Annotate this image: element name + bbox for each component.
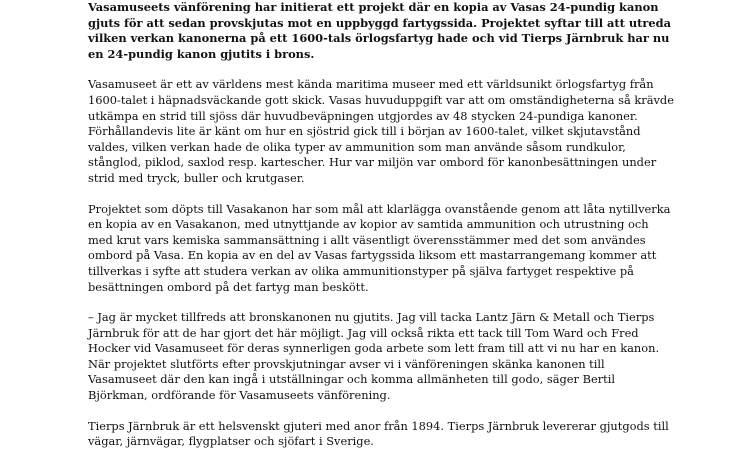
body-paragraph-project: Projektet som döpts till Vasakanon har som mål att klarlägga ovanstående genom att låta nytillverka en kopia av en Vasakanon, med utnyttjande av kopior av samtida ammunition och utrustning och med krut vars kemiska sammansättning i allt väsentligt överensstämmer med det som användes ombord på Vasa. En kopia av en del av Vasas fartygssida liksom ett mastarrangemang kommer att tillverkas i syfte att studera verkan av olika ammunitionstyper på själva fartyget respektive på besättningen ombord på det fartyg man beskött. <box>88 201 671 294</box>
lead-paragraph: Vasamuseets vänförening har initierat ett projekt där en kopia av Vasas 24-pundig kanon gjuts för att sedan provskjutas mot en uppbyggd fartygssida. Projektet syftar till att utreda vilken verkan kanonerna på ett 1600-tals örlogsfartyg hade och vid Tierps Järnbruk har nu en 24-pundig kanon gjutits i brons. <box>88 0 671 61</box>
body-paragraph-quote: – Jag är mycket tillfreds att bronskanonen nu gjutits. Jag vill tacka Lantz Järn & Metall och Tierps Järnbruk för att de har gjort det här möjligt. Jag vill också rikta ett tack till Tom Ward och Fred Hocker vid Vasamuseet för deras synnerligen goda arbete som lett fram till att vi nu har en kanon. När projektet slutförts efter provskjutningar avser vi i vänföreningen skänka kanonen till Vasamuseet där den kan ingå i utställningar och komma allmänheten till godo, säger Bertil Björkman, ordförande för Vasamuseets vänförening. <box>88 310 660 403</box>
paragraph-spacer <box>88 295 674 310</box>
paragraph-spacer <box>88 404 674 419</box>
paragraph-spacer <box>88 187 674 202</box>
body-paragraph-foundry: Tierps Järnbruk är ett helsvenskt gjuteri med anor från 1894. Tierps Järnbruk levererar gjutgods till vägar, järnvägar, flygplatser och sjöfart i Sverige. <box>88 418 669 449</box>
paragraph-spacer <box>88 62 674 77</box>
press-release-body <box>88 0 674 450</box>
body-paragraph-museum: Vasamuseet är ett av världens mest kända maritima museer med ett världsunikt örlogsfartyg från 1600-talet i häpnadsväckande gott skick. Vasas huvuduppgift var att om omständigheterna så krävde utkämpa en strid till sjöss där huvudbeväpningen utgjordes av 48 stycken 24-pundiga kanoner. Förhållandevis lite är känt om hur en sjöstrid gick till i början av 1600-talet, vilket skjutavstånd valdes, vilken verkan hade de olika typer av ammunition som man använde såsom rundkulor, stånglod, piklod, saxlod resp. kartescher. Hur var miljön var ombord för kanonbesättningen under strid med tryck, buller och krutgaser. <box>88 77 674 185</box>
